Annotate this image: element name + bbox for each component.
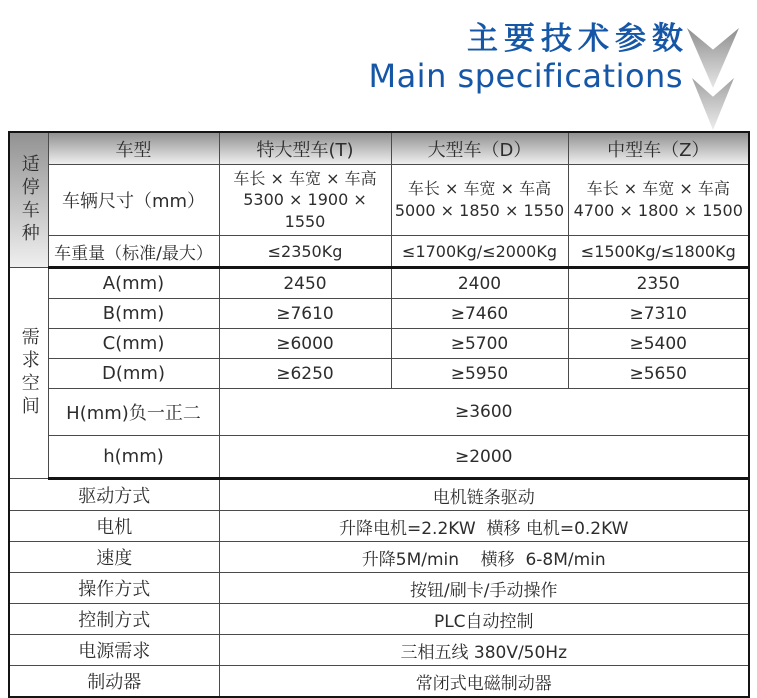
row-label-C: C(mm) <box>48 329 219 359</box>
value-H: ≥3600 <box>219 389 749 436</box>
value-C-extra-large: ≥6000 <box>219 329 391 359</box>
dimension-formula: 车长 × 车宽 × 车高 <box>233 168 377 188</box>
dimensions-extra-large <box>219 165 391 236</box>
side-label-required-space: 需求空间 <box>9 268 48 479</box>
table-row-H <box>9 389 749 436</box>
dimensions-large <box>391 165 568 236</box>
value-operation-mode: 按钮/刷卡/手动操作 <box>219 573 749 604</box>
value-drive-mode: 电机链条驱动 <box>219 479 749 511</box>
value-B-extra-large: ≥7610 <box>219 299 391 329</box>
row-label-D: D(mm) <box>48 359 219 389</box>
dimension-formula: 车长 × 车宽 × 车高 <box>586 179 730 199</box>
row-label-A: A(mm) <box>48 268 219 299</box>
value-A-large: 2400 <box>391 268 568 299</box>
value-B-large: ≥7460 <box>391 299 568 329</box>
row-label-brake: 制动器 <box>9 666 219 698</box>
value-motor: 升降电机=2.2KW 横移 电机=0.2KW <box>219 511 749 542</box>
table-row-brake <box>9 666 749 698</box>
table-row-speed <box>9 542 749 573</box>
dimension-values: 5300 × 1900 × 1550 <box>243 190 367 231</box>
side-label-parkable-vehicles: 适停车种 <box>9 132 48 268</box>
chevron-down-icon <box>687 28 739 88</box>
value-C-large: ≥5700 <box>391 329 568 359</box>
specifications-table <box>8 131 750 698</box>
table-row-space-C <box>9 329 749 359</box>
title-english: Main specifications <box>368 56 683 95</box>
table-row-space-B <box>9 299 749 329</box>
dimension-formula: 车长 × 车宽 × 车高 <box>407 179 552 199</box>
table-row-drive <box>9 479 749 511</box>
value-h: ≥2000 <box>219 436 749 479</box>
table-row-space-D <box>9 359 749 389</box>
dimension-values: 4700 × 1800 × 1500 <box>573 201 743 220</box>
page-title <box>368 21 689 95</box>
column-header-vehicle-type: 车型 <box>48 132 219 165</box>
value-control-mode: PLC自动控制 <box>219 604 749 635</box>
value-D-medium: ≥5650 <box>568 359 749 389</box>
row-label-motor: 电机 <box>9 511 219 542</box>
value-A-medium: 2350 <box>568 268 749 299</box>
double-chevron-down-icon <box>687 28 739 124</box>
value-brake: 常闭式电磁制动器 <box>219 666 749 698</box>
row-label-B: B(mm) <box>48 299 219 329</box>
column-header-medium: 中型车（Z） <box>568 132 749 165</box>
value-D-large: ≥5950 <box>391 359 568 389</box>
table-row-dimensions <box>9 165 749 236</box>
table-row-control <box>9 604 749 635</box>
row-label-power-supply: 电源需求 <box>9 635 219 666</box>
value-B-medium: ≥7310 <box>568 299 749 329</box>
table-row-operation <box>9 573 749 604</box>
table-row-h <box>9 436 749 479</box>
dimension-values: 5000 × 1850 × 1550 <box>394 201 565 220</box>
weight-medium: ≤1500Kg/≤1800Kg <box>568 236 749 268</box>
column-header-large: 大型车（D） <box>391 132 568 165</box>
row-label-speed: 速度 <box>9 542 219 573</box>
dimensions-medium <box>568 165 749 236</box>
table-row-power <box>9 635 749 666</box>
row-label-h: h(mm) <box>48 436 219 479</box>
value-D-extra-large: ≥6250 <box>219 359 391 389</box>
title-chinese: 主要技术参数 <box>467 21 689 57</box>
row-label-dimensions: 车辆尺寸（mm） <box>48 165 219 236</box>
table-row-motor <box>9 511 749 542</box>
weight-large: ≤1700Kg/≤2000Kg <box>391 236 568 268</box>
weight-extra-large: ≤2350Kg <box>219 236 391 268</box>
row-label-H: H(mm)负一正二 <box>48 389 219 436</box>
value-C-medium: ≥5400 <box>568 329 749 359</box>
value-speed: 升降5M/min 横移 6-8M/min <box>219 542 749 573</box>
row-label-drive-mode: 驱动方式 <box>9 479 219 511</box>
row-label-control-mode: 控制方式 <box>9 604 219 635</box>
row-label-weight: 车重量（标准/最大） <box>48 236 219 268</box>
value-power-supply: 三相五线 380V/50Hz <box>219 635 749 666</box>
table-row-space-A <box>9 268 749 299</box>
row-label-operation-mode: 操作方式 <box>9 573 219 604</box>
column-header-extra-large: 特大型车(T) <box>219 132 391 165</box>
value-A-extra-large: 2450 <box>219 268 391 299</box>
table-header-row <box>9 132 749 165</box>
table-row-weight <box>9 236 749 268</box>
